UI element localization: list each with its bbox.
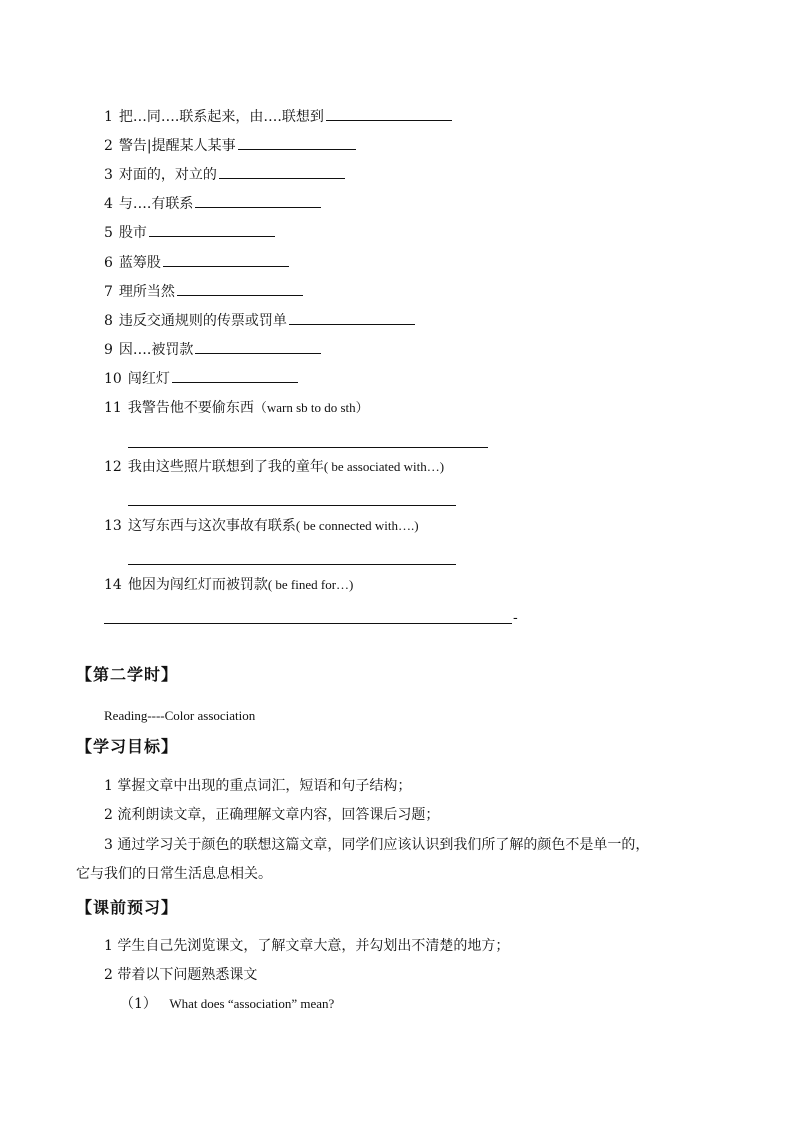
answer-blank[interactable] — [238, 135, 356, 150]
item-number: 5 — [104, 225, 113, 241]
answer-blank[interactable] — [195, 193, 321, 208]
answer-blank[interactable] — [163, 252, 289, 267]
answer-blank[interactable] — [177, 281, 303, 296]
item-hint: ( be associated with…) — [323, 459, 445, 474]
question-number: （1） — [120, 996, 157, 1012]
preview-question — [120, 994, 334, 1014]
answer-line[interactable] — [128, 505, 456, 506]
goal-item: 1 掌握文章中出现的重点词汇，短语和句子结构； — [104, 778, 412, 794]
goal-item: 2 流利朗读文章，正确理解文章内容，回答课后习题； — [104, 807, 440, 823]
item-number: 8 — [104, 313, 113, 329]
answer-line[interactable] — [128, 564, 456, 565]
item-number: 9 — [104, 342, 113, 358]
item-number: 10 — [104, 371, 122, 387]
vocab-item-9 — [104, 339, 321, 360]
item-hint: ( be connected with….) — [295, 518, 419, 533]
answer-line[interactable] — [128, 447, 488, 448]
item-text: 闯红灯 — [127, 371, 170, 387]
item-text: 我由这些照片联想到了我的童年 — [127, 459, 324, 475]
section-heading: 【第二学时】 — [76, 665, 179, 684]
item-number: 11 — [104, 400, 122, 416]
vocab-item-7 — [104, 281, 303, 302]
preview-heading: 【课前预习】 — [76, 898, 179, 917]
sentence-item-13 — [104, 516, 419, 536]
answer-line[interactable] — [104, 623, 512, 624]
vocab-item-8 — [104, 310, 415, 331]
answer-blank[interactable] — [149, 222, 275, 237]
item-text: 与….有联系 — [118, 196, 194, 212]
item-text: 我警告他不要偷东西 — [127, 400, 254, 416]
item-number: 4 — [104, 196, 113, 212]
sentence-item-12 — [104, 457, 444, 477]
answer-blank[interactable] — [326, 106, 452, 121]
trailing-mark: - — [513, 610, 518, 626]
answer-blank[interactable] — [289, 310, 415, 325]
answer-blank[interactable] — [219, 164, 345, 179]
vocab-item-2 — [104, 135, 356, 156]
vocab-item-3 — [104, 164, 345, 185]
answer-blank[interactable] — [195, 339, 321, 354]
item-number: 12 — [104, 459, 122, 475]
sentence-item-11 — [104, 398, 369, 418]
item-text: 因….被罚款 — [118, 342, 194, 358]
item-number: 14 — [104, 577, 122, 593]
item-text: 股市 — [118, 225, 147, 241]
item-text: 蓝筹股 — [118, 255, 161, 271]
item-hint: ( be fined for…) — [267, 577, 354, 592]
item-text: 把…同….联系起来，由….联想到 — [118, 109, 324, 125]
item-text: 他因为闯红灯而被罚款 — [127, 577, 268, 593]
item-text: 警告|提醒某人某事 — [118, 138, 236, 154]
sentence-item-14 — [104, 575, 353, 595]
goal-item-continuation: 它与我们的日常生活息息相关。 — [76, 866, 272, 882]
vocab-item-4 — [104, 193, 321, 214]
preview-item: 2 带着以下问题熟悉课文 — [104, 967, 258, 983]
item-number: 13 — [104, 518, 122, 534]
preview-item: 1 学生自己先浏览课文，了解文章大意，并勾划出不清楚的地方； — [104, 938, 510, 954]
item-text: 理所当然 — [118, 284, 175, 300]
item-number: 6 — [104, 255, 113, 271]
vocab-item-10 — [104, 368, 298, 389]
vocab-item-6 — [104, 252, 289, 273]
answer-blank[interactable] — [172, 368, 298, 383]
item-text: 违反交通规则的传票或罚单 — [118, 313, 287, 329]
lesson-subtitle: Reading----Color association — [104, 708, 256, 723]
item-number: 2 — [104, 138, 113, 154]
item-hint: （warn sb to do sth） — [253, 400, 369, 415]
goals-heading: 【学习目标】 — [76, 737, 179, 756]
item-number: 7 — [104, 284, 113, 300]
item-text: 对面的，对立的 — [118, 167, 217, 183]
vocab-item-1 — [104, 106, 452, 127]
item-text: 这写东西与这次事故有联系 — [127, 518, 296, 534]
question-text: What does “association” mean? — [169, 996, 335, 1011]
item-number: 1 — [104, 109, 113, 125]
goal-item: 3 通过学习关于颜色的联想这篇文章，同学们应该认识到我们所了解的颜色不是单一的， — [104, 837, 650, 853]
vocab-item-5 — [104, 222, 275, 243]
item-number: 3 — [104, 167, 113, 183]
